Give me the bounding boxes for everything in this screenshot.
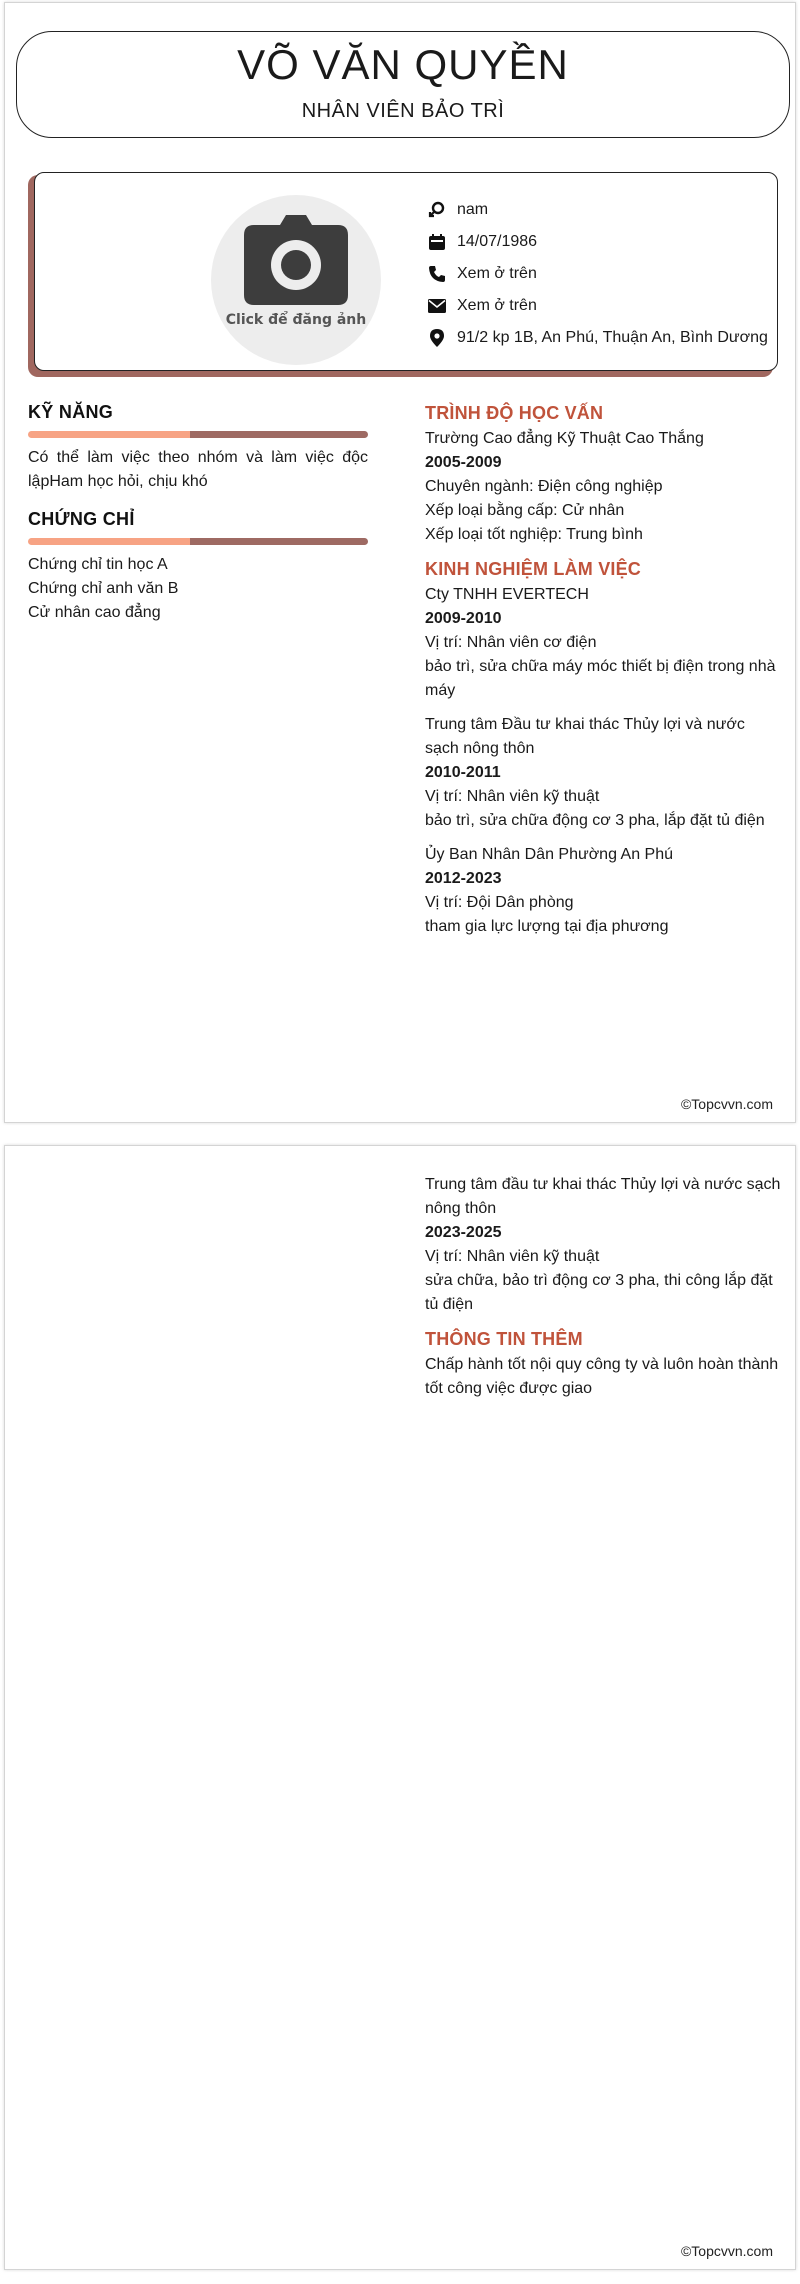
certificate-item: Chứng chỉ anh văn B <box>28 580 179 597</box>
certificates-list <box>28 553 368 625</box>
certificate-item: Chứng chỉ tin học A <box>28 556 168 573</box>
education-period: 2005-2009 <box>425 454 502 471</box>
experience-description: tham gia lực lượng tại địa phương <box>425 918 669 935</box>
contact-birthday <box>427 226 768 258</box>
education-major: Chuyên ngành: Điện công nghiệp <box>425 478 663 495</box>
certificates-section <box>28 509 368 625</box>
experience-item <box>425 1173 783 1317</box>
education-title: TRÌNH ĐỘ HỌC VẤN <box>425 403 604 423</box>
birthday-value: 14/07/1986 <box>457 233 538 250</box>
education-section <box>425 401 783 547</box>
education-degree-rank: Xếp loại bằng cấp: Cử nhân <box>425 502 625 519</box>
contact-list <box>427 194 768 354</box>
phone-icon <box>427 265 447 283</box>
gender-value: nam <box>457 201 489 218</box>
experience-company: Trung tâm đầu tư khai thác Thủy lợi và nước sạch nông thôn <box>425 1176 781 1217</box>
education-grad-rank: Xếp loại tốt nghiệp: Trung bình <box>425 526 643 543</box>
experience-position: Vị trí: Nhân viên cơ điện <box>425 634 597 651</box>
left-column <box>28 402 368 625</box>
gender-icon <box>427 201 447 219</box>
candidate-name: VÕ VĂN QUYỀN <box>237 41 569 88</box>
photo-upload-label: Click để đăng ảnh <box>225 312 367 328</box>
experience-description: sửa chữa, bảo trì động cơ 3 pha, thi công lắp đặt tủ điện <box>425 1272 773 1313</box>
experience-description: bảo trì, sửa chữa động cơ 3 pha, lắp đặt tủ điện <box>425 812 765 829</box>
experience-section <box>425 557 783 939</box>
skills-text: Có thể làm việc theo nhóm và làm việc độc lậpHam học hỏi, chịu khó <box>28 449 368 490</box>
education-school: Trường Cao đẳng Kỹ Thuật Cao Thắng <box>425 430 704 447</box>
experience-period: 2009-2010 <box>425 610 502 627</box>
certificates-divider <box>28 538 368 545</box>
envelope-icon <box>427 297 447 315</box>
experience-title: KINH NGHIỆM LÀM VIỆC <box>425 559 642 579</box>
additional-section <box>425 1327 783 1401</box>
experience-period: 2012-2023 <box>425 870 502 887</box>
calendar-icon <box>427 233 447 251</box>
email-value: Xem ở trên <box>457 297 537 314</box>
right-column-continued <box>425 1173 783 1401</box>
experience-company: Trung tâm Đầu tư khai thác Thủy lợi và nước sạch nông thôn <box>425 716 745 757</box>
experience-position: Vị trí: Đội Dân phòng <box>425 894 574 911</box>
experience-description: bảo trì, sửa chữa máy móc thiết bị điện trong nhà máy <box>425 658 776 699</box>
camera-icon <box>244 215 348 305</box>
contact-gender <box>427 194 768 226</box>
job-title: NHÂN VIÊN BẢO TRÌ <box>301 100 505 122</box>
additional-text: Chấp hành tốt nội quy công ty và luôn hoàn thành tốt công việc được giao <box>425 1356 779 1397</box>
experience-item <box>425 583 783 703</box>
experience-period: 2023-2025 <box>425 1224 502 1241</box>
photo-upload[interactable] <box>211 195 381 365</box>
cv-page-1 <box>4 2 796 1123</box>
additional-title: THÔNG TIN THÊM <box>425 1329 583 1349</box>
info-card <box>34 172 778 371</box>
skills-title: KỸ NĂNG <box>28 402 114 422</box>
certificates-title: CHỨNG CHỈ <box>28 509 135 529</box>
cv-page-2 <box>4 1145 796 2270</box>
experience-position: Vị trí: Nhân viên kỹ thuật <box>425 788 600 805</box>
map-pin-icon <box>427 329 447 347</box>
certificate-item: Cử nhân cao đẳng <box>28 604 161 621</box>
experience-company: Ủy Ban Nhân Dân Phường An Phú <box>425 846 674 863</box>
skills-divider <box>28 431 368 438</box>
footer-credit: ©Topcvvn.com <box>680 1096 773 1112</box>
right-column <box>425 401 783 939</box>
contact-email <box>427 290 768 322</box>
experience-position: Vị trí: Nhân viên kỹ thuật <box>425 1248 600 1265</box>
address-value: 91/2 kp 1B, An Phú, Thuận An, Bình Dương <box>457 329 768 346</box>
skills-section <box>28 402 368 494</box>
contact-phone <box>427 258 768 290</box>
footer-credit: ©Topcvvn.com <box>680 2243 773 2259</box>
contact-address <box>427 322 768 354</box>
phone-value: Xem ở trên <box>457 265 537 282</box>
experience-item <box>425 843 783 939</box>
experience-item <box>425 713 783 833</box>
experience-company: Cty TNHH EVERTECH <box>425 586 589 603</box>
name-header <box>16 31 790 138</box>
experience-period: 2010-2011 <box>425 764 501 781</box>
